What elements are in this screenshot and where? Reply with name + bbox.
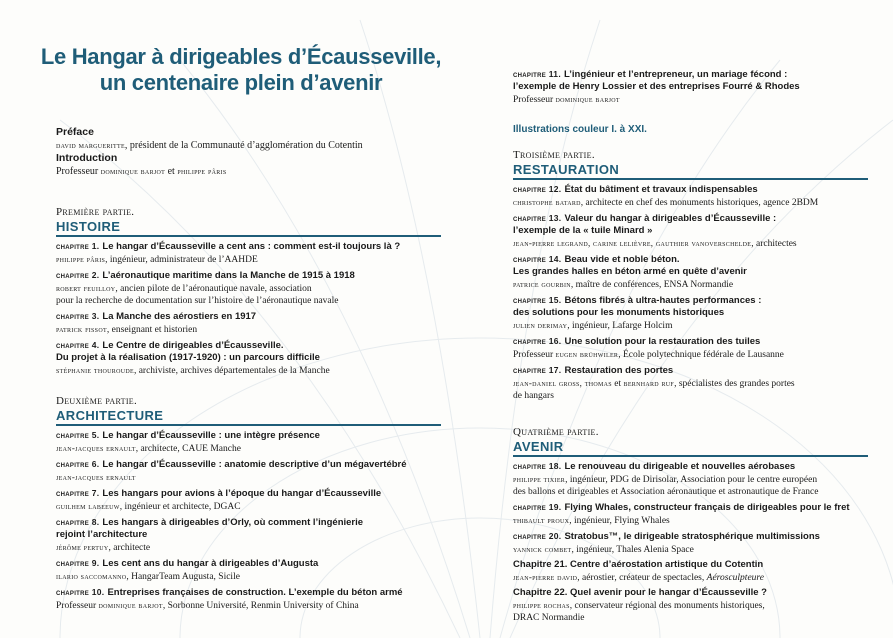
chapter-18: chapitre 18. Le renouveau du dirigeable et nouvelles aérobases philippe tixier, ingénieur, PDG de Dirisolar, Association pour le centre européen des ballons et dirigeables et Association aéronautique et astronautique de France xyxy=(513,461,819,497)
right-column xyxy=(513,68,868,624)
part-avenir: Quatrième partie. AVENIR chapitre 18. Le renouveau du dirigeable et nouvelles aérobases philippe tixier, ingénieur, PDG de Dirisolar, Association pour le centre européen des ballons et dirigeables et Association aéronautique et astronautique de France chapitre 19. Flying Whales, constructeur français de dirigeables pour le fret thibault proux, ingénieur, Flying Whales chapitre 20. Stratobus™, le dirigeable stratosphérique multimissions yannick combet, ingénieur, Thales Alenia Space Chapitre 21. Centre d’aérostation artistique du Cotentin jean-pierre david, aérostier, créateur de spectacles, Aérosculpteure Chapitre 22. Quel avenir pour le hangar d’Écausseville ? philippe rochas, conservateur régional des monuments historiques, DRAC Normandie xyxy=(513,426,868,624)
part-restauration: Troisième partie. RESTAURATION chapitre 12. État du bâtiment et travaux indispensables christophe batard, architecte en chef des monuments historiques, agence 2BDM chapitre 13. Valeur du hangar à dirigeables d’Écausseville : l’exemple de la « tuile Minard » jean-pierre legrand, carine lelièvre, gauthier vanoverschelde, architectes chapitre 14. Beau vide et noble béton. Les grandes halles en béton armé en quête d’avenir patrice gourbin, maître de conférences, ENSA Normandie chapitre 15. Bétons fibrés à ultra-hautes performances : des solutions pour les monuments historiques julien derimay, ingénieur, Lafarge Holcim chapitre 16. Une solution pour la restauration des tuiles Professeur eugen brühwiler, École polytechnique fédérale de Lausanne chapitre 17. Restauration des portes jean-daniel gross, thomas et bernhard ruf, spécialistes des grandes portes de hangars xyxy=(513,149,868,402)
chapter-6: chapitre 6. Le hangar d’Écausseville : anatomie descriptive d’un mégavertébré jean-jacques ernault xyxy=(56,459,407,482)
chapter-2: chapitre 2. L’aéronautique maritime dans la Manche de 1915 à 1918 robert feuilloy, ancien pilote de l’aéronautique navale, association pour la recherche de documentation sur l’histoire de l’aéronautique navale xyxy=(56,270,355,306)
chapter-5: chapitre 5. Le hangar d’Écausseville : une intègre présence jean-jacques ernault, architecte, CAUE Manche xyxy=(56,430,320,454)
chapter-19: chapitre 19. Flying Whales, constructeur français de dirigeables pour le fret thibault proux, ingénieur, Flying Whales xyxy=(513,502,850,526)
chapter-22: Chapitre 22. Quel avenir pour le hangar d’Écausseville ? philippe rochas, conservateur régional des monuments historiques, DRAC Normandie xyxy=(513,587,767,623)
chapter-21: Chapitre 21. Centre d’aérostation artistique du Cotentin jean-pierre david, aérostier, créateur de spectacles, Aérosculpteure xyxy=(513,559,764,583)
chapter-15: chapitre 15. Bétons fibrés à ultra-hautes performances : des solutions pour les monuments historiques julien derimay, ingénieur, Lafarge Holcim xyxy=(513,295,762,331)
front-matter xyxy=(56,126,441,178)
chapter-13: chapitre 13. Valeur du hangar à dirigeables d’Écausseville : l’exemple de la « tuile Minard » jean-pierre legrand, carine lelièvre, gauthier vanoverschelde, architectes xyxy=(513,213,797,249)
introduction-heading: Introduction xyxy=(56,152,118,164)
left-column xyxy=(40,44,442,612)
chapter-14: chapitre 14. Beau vide et noble béton. Les grandes halles en béton armé en quête d’avenir patrice gourbin, maître de conférences, ENSA Normandie xyxy=(513,254,747,290)
chapter-17: chapitre 17. Restauration des portes jean-daniel gross, thomas et bernhard ruf, spécialistes des grandes portes de hangars xyxy=(513,365,795,401)
part-histoire: Première partie. HISTOIRE chapitre 1. Le hangar d’Écausseville a cent ans : comment est-il toujours là ? philippe pâris, ingénieur, administrateur de l’AAHDE chapitre 2. L’aéronautique maritime dans la Manche de 1915 à 1918 robert feuilloy, ancien pilote de l’aéronautique navale, association pour la recherche de documentation sur l’histoire de l’aéronautique navale chapitre 3. La Manche des aérostiers en 1917 patrick fissot, enseignant et historien chapitre 4. Le Centre de dirigeables d’Écausseville. Du projet à la réalisation (1917-1920) : un parcours difficile stéphanie thouroude, archiviste, archives départementales de la Manche xyxy=(56,206,441,377)
preface-author: david margueritte, président de la Communauté d’agglomération du Cotentin xyxy=(56,140,363,151)
chapter-20: chapitre 20. Stratobus™, le dirigeable stratosphérique multimissions yannick combet, ingénieur, Thales Alenia Space xyxy=(513,531,820,555)
part-architecture: Deuxième partie. ARCHITECTURE chapitre 5. Le hangar d’Écausseville : une intègre présence jean-jacques ernault, architecte, CAUE Manche chapitre 6. Le hangar d’Écausseville : anatomie descriptive d’un mégavertébré jean-jacques ernault chapitre 7. Les hangars pour avions à l’époque du hangar d’Écausseville guilhem labeeuw, ingénieur et architecte, DGAC chapitre 8. Les hangars à dirigeables d’Orly, où comment l’ingénierie rejoint l’architecture jérôme pertuy, architecte chapitre 9. Les cent ans du hangar à dirigeables d’Augusta ilario saccomanno, HangarTeam Augusta, Sicile chapitre 10. Entreprises françaises de construction. L’exemple du béton armé Professeur dominique barjot, Sorbonne Université, Renmin University of China xyxy=(56,395,441,612)
illustrations-note: Illustrations couleur I. à XXI. xyxy=(513,124,647,135)
chapter-11: chapitre 11. L’ingénieur et l’entrepreneur, un mariage fécond : l’exemple de Henry Lossier et des entreprises Fourré & Rhodes Professeur dominique barjot xyxy=(513,69,800,105)
chapter-4: chapitre 4. Le Centre de dirigeables d’Écausseville. Du projet à la réalisation (1917-1920) : un parcours difficile stéphanie thouroude, archiviste, archives départementales de la Manche xyxy=(56,340,330,376)
page-title: Le Hangar à dirigeables d’Écausseville, un centenaire plein d’avenir xyxy=(40,44,442,95)
introduction-author: Professeur dominique barjot et philippe pâris xyxy=(56,166,227,177)
chapter-12: chapitre 12. État du bâtiment et travaux indispensables christophe batard, architecte en chef des monuments historiques, agence 2BDM xyxy=(513,184,819,208)
chapter-16: chapitre 16. Une solution pour la restauration des tuiles Professeur eugen brühwiler, École polytechnique fédérale de Lausanne xyxy=(513,336,784,360)
chapter-1: chapitre 1. Le hangar d’Écausseville a cent ans : comment est-il toujours là ? philippe pâris, ingénieur, administrateur de l’AAHDE xyxy=(56,241,401,265)
chapter-3: chapitre 3. La Manche des aérostiers en 1917 patrick fissot, enseignant et historien xyxy=(56,311,257,335)
chapter-8: chapitre 8. Les hangars à dirigeables d’Orly, où comment l’ingénierie rejoint l’architecture jérôme pertuy, architecte xyxy=(56,517,364,553)
preface-heading: Préface xyxy=(56,126,94,138)
chapter-9: chapitre 9. Les cent ans du hangar à dirigeables d’Augusta ilario saccomanno, HangarTeam Augusta, Sicile xyxy=(56,558,319,582)
chapter-7: chapitre 7. Les hangars pour avions à l’époque du hangar d’Écausseville guilhem labeeuw, ingénieur et architecte, DGAC xyxy=(56,488,382,512)
chapter-10: chapitre 10. Entreprises françaises de construction. L’exemple du béton armé Professeur dominique barjot, Sorbonne Université, Renmin University of China xyxy=(56,587,403,611)
